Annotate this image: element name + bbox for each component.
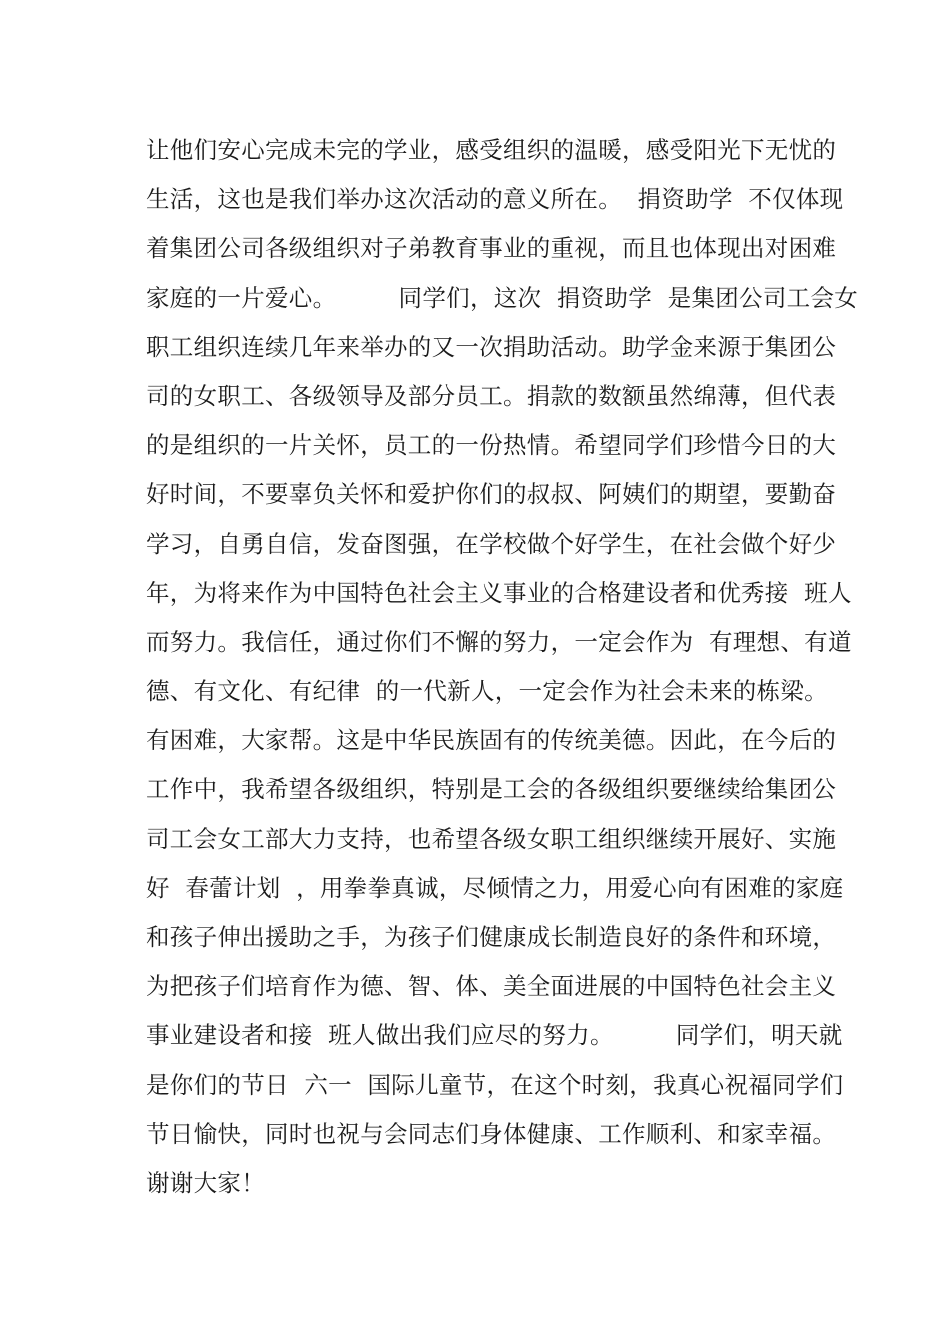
- text-line: 而努力。我信任，通过你们不懈的努力，一定会作为 有理想、有道: [146, 627, 852, 656]
- text-line: 事业建设者和接 班人做出我们应尽的努力。 同学们，明天就: [146, 1021, 843, 1050]
- text-line: 好 春蕾计划 ，用拳拳真诚，尽倾情之力，用爱心向有困难的家庭: [146, 873, 844, 902]
- text-line: 职工组织连续几年来举办的又一次捐助活动。助学金来源于集团公: [146, 332, 837, 361]
- text-line: 工作中，我希望各级组织，特别是工会的各级组织要继续给集团公: [146, 775, 837, 804]
- text-line: 谢谢大家！: [146, 1168, 265, 1197]
- text-line: 着集团公司各级组织对子弟教育事业的重视，而且也体现出对困难: [146, 234, 837, 263]
- text-line: 年，为将来作为中国特色社会主义事业的合格建设者和优秀接 班人: [146, 578, 852, 607]
- text-line: 的是组织的一片关怀，员工的一份热情。希望同学们珍惜今日的大: [146, 431, 837, 460]
- text-line: 是你们的节日 六一 国际儿童节，在这个时刻，我真心祝福同学们: [146, 1070, 844, 1099]
- text-line: 司工会女工部大力支持，也希望各级女职工组织继续开展好、实施: [146, 824, 837, 853]
- text-line: 好时间，不要辜负关怀和爱护你们的叔叔、阿姨们的期望，要勤奋: [146, 480, 837, 509]
- text-line: 学习，自勇自信，发奋图强，在学校做个好学生，在社会做个好少: [146, 529, 837, 558]
- text-line: 节日愉快，同时也祝与会同志们身体健康、工作顺利、和家幸福。: [146, 1119, 837, 1148]
- text-line: 生活，这也是我们举办这次活动的意义所在。 捐资助学 不仅体现: [146, 185, 844, 214]
- text-line: 司的女职工、各级领导及部分员工。捐款的数额虽然绵薄，但代表: [146, 381, 837, 410]
- text-line: 家庭的一片爱心。 同学们，这次 捐资助学 是集团公司工会女: [146, 283, 859, 312]
- text-line: 有困难，大家帮。这是中华民族固有的传统美德。因此，在今后的: [146, 726, 837, 755]
- text-line: 让他们安心完成未完的学业，感受组织的温暖，感受阳光下无忧的: [146, 136, 837, 164]
- text-line: 德、有文化、有纪律 的一代新人，一定会作为社会未来的栋梁。: [146, 677, 828, 706]
- body-text: [146, 126, 859, 1208]
- text-line: 为把孩子们培育作为德、智、体、美全面进展的中国特色社会主义: [146, 972, 837, 1001]
- text-line: 和孩子伸出援助之手，为孩子们健康成长制造良好的条件和环境，: [146, 923, 837, 951]
